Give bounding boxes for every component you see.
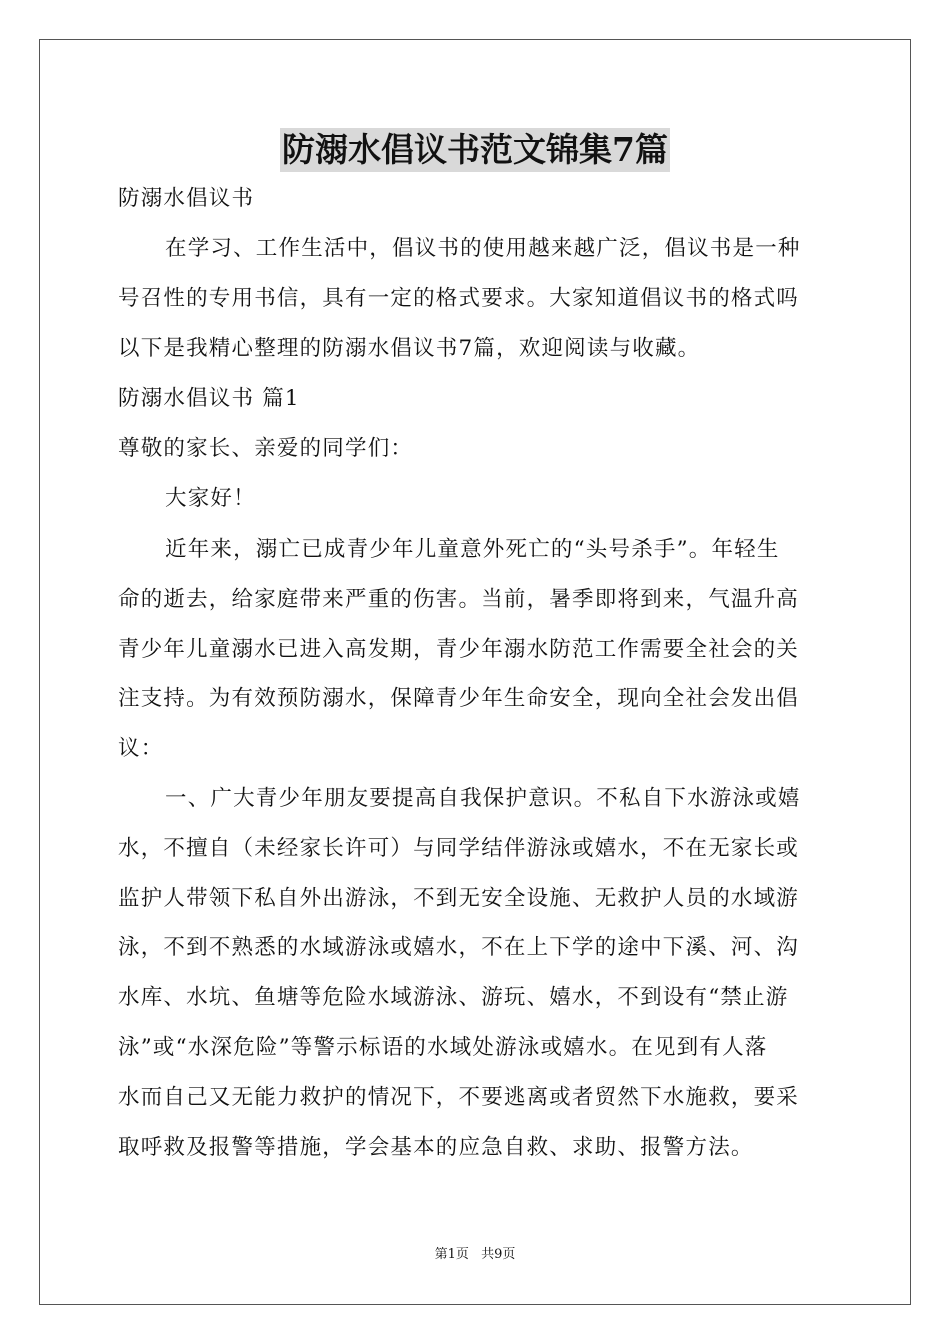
section-heading: 防溺水倡议书 篇1 [118, 386, 300, 411]
paragraph-line: 监护人带领下私自外出游泳，不到无安全设施、无救护人员的水域游 [118, 886, 800, 911]
paragraph-line: 议： [118, 736, 164, 761]
paragraph-line: 取呼救及报警等措施，学会基本的应急自救、求助、报警方法。 [118, 1135, 754, 1160]
page-number-current: 第1页 [434, 1247, 469, 1262]
paragraph-line: 水库、水坑、鱼塘等危险水域游泳、游玩、嬉水，不到设有“禁止游 [118, 985, 789, 1010]
paragraph-line: 青少年儿童溺水已进入高发期，青少年溺水防范工作需要全社会的关 [118, 637, 800, 662]
paragraph-line: 一、广大青少年朋友要提高自我保护意识。不私自下水游泳或嬉 [165, 786, 801, 811]
section-heading: 防溺水倡议书 [118, 186, 255, 211]
page-number-total: 共9页 [481, 1247, 516, 1262]
document-title: 防溺水倡议书范文锦集7篇 [280, 128, 670, 172]
paragraph-line: 泳”或“水深危险”等警示标语的水域处游泳或嬉水。在见到有人落 [118, 1035, 768, 1060]
page-footer [0, 1247, 950, 1263]
paragraph-line: 以下是我精心整理的防溺水倡议书7篇，欢迎阅读与收藏。 [118, 336, 701, 361]
paragraph-line: 在学习、工作生活中，倡议书的使用越来越广泛，倡议书是一种 [165, 236, 801, 261]
greeting: 大家好！ [165, 486, 256, 511]
paragraph-line: 命的逝去，给家庭带来严重的伤害。当前，暑季即将到来，气温升高 [118, 587, 800, 612]
paragraph-line: 注支持。为有效预防溺水，保障青少年生命安全，现向全社会发出倡 [118, 686, 800, 711]
paragraph-line: 水，不擅自（未经家长许可）与同学结伴游泳或嬉水，不在无家长或 [118, 836, 800, 861]
paragraph-line: 号召性的专用书信，具有一定的格式要求。大家知道倡议书的格式吗 [118, 286, 800, 311]
paragraph-line: 泳，不到不熟悉的水域游泳或嬉水，不在上下学的途中下溪、河、沟 [118, 935, 800, 960]
paragraph-line: 近年来，溺亡已成青少年儿童意外死亡的“头号杀手”。年轻生 [165, 537, 780, 562]
title-container [0, 128, 950, 172]
paragraph-line: 水而自己又无能力救护的情况下，不要逃离或者贸然下水施救，要采 [118, 1085, 800, 1110]
page-border [39, 39, 911, 1305]
salutation: 尊敬的家长、亲爱的同学们： [118, 436, 414, 461]
